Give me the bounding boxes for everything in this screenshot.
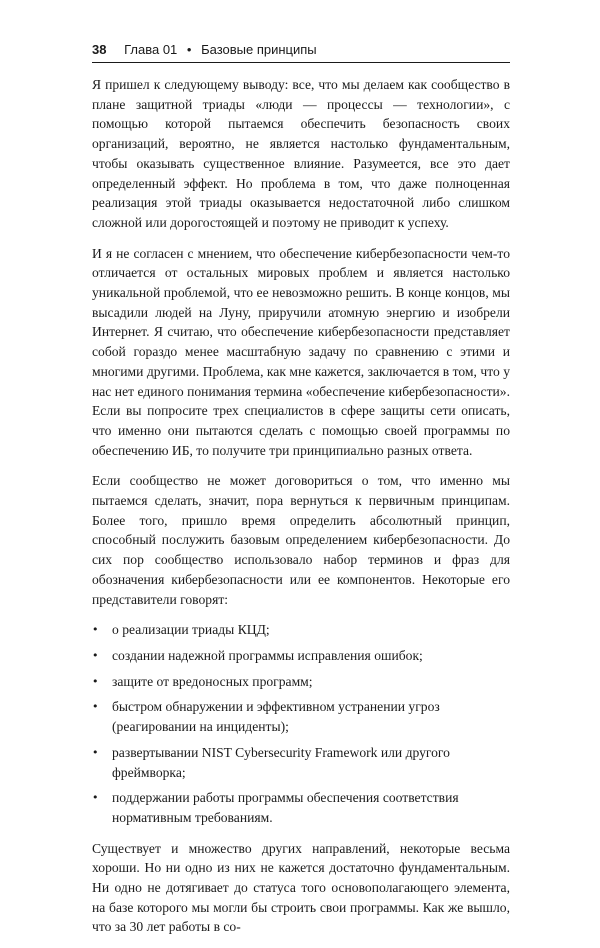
bullet-icon: •: [92, 700, 99, 714]
list-item-text: создании надежной программы исправления ошибок;: [112, 647, 423, 663]
list-item: [92, 646, 510, 666]
bullet-icon: •: [92, 623, 99, 637]
chapter-label: Глава 01: [124, 42, 178, 57]
list-item-text: защите от вредоносных программ;: [112, 673, 313, 689]
paragraph: Существует и множество других направлений, некоторые весьма хороши. Но ни одно из них не кажется достаточно фундаментальным. Ни одно не дотягивает до статуса того основополагающего элемента, на базе которого мы могли бы строить свои программы. Как же вышло, что за 30 лет работы в со-: [92, 840, 510, 935]
list-item-text: о реализации триады КЦД;: [112, 622, 270, 638]
list-item: [92, 788, 510, 827]
bullet-icon: •: [92, 745, 99, 759]
list-item: [92, 672, 510, 692]
list-item-text: поддержании работы программы обеспечения соответствия нормативным требованиям.: [112, 790, 459, 825]
bullet-icon: •: [92, 648, 99, 662]
paragraph: Если сообщество не может договориться о том, что именно мы пытаемся сделать, значит, пора вернуться к первичным принципам. Более того, пришло время определить абсолютный принцип, способный послужить базовым определением кибербезопасности. До сих пор сообщество использовало набор терминов и фраз для обозначения кибербезопасности или ее компонентов. Некоторые его представители говорят:: [92, 473, 510, 607]
page-body: [92, 75, 510, 948]
header-rule: [92, 62, 510, 63]
page-number: 38: [92, 42, 107, 57]
list-item-text: быстром обнаружении и эффективном устранении угроз (реагировании на инциденты);: [112, 699, 440, 735]
list-item: [92, 620, 510, 640]
paragraph: И я не согласен с мнением, что обеспечение кибербезопасности чем-то отличается от остальных мировых проблем и является настолько уникальной проблемой, что ее невозможно решить. В конце концов, мы высадили людей на Луну, приручили атомную энергию и изобрели Интернет. Я считаю, что обеспечение кибербезопасности представляет собой гораздо менее масштабную задачу по сравнению с этими и многими другими. Проблема, как мне кажется, заключается в том, что у нас нет единого понимания термина «обеспечение кибербезопасности». Если вы попросите трех специалистов в сфере защиты сети описать, что именно они пытаются сделать с помощью своей программы по обеспечению ИБ, то получите три принципиально разных ответа.: [92, 245, 510, 458]
bullet-icon: •: [92, 791, 99, 805]
list-item: [92, 697, 510, 736]
header-separator: •: [186, 42, 192, 57]
list-item: [92, 743, 510, 782]
bullet-list: [92, 620, 510, 827]
running-header: [92, 42, 510, 58]
bullet-icon: •: [92, 674, 99, 688]
paragraph: Я пришел к следующему выводу: все, что мы делаем как сообщество в плане защитной триады «люди — процессы — технологии», с помощью которой пытаемся обеспечить безопасность своих организаций, вероятно, не является настолько фундаментальным, чтобы оказывать существенное влияние. Разумеется, все это дает определенный эффект. Но проблема в том, что даже полноценная реализация этой триады оказывается недостаточной либо слишком сложной или дорогостоящей и поэтому не приводит к успеху.: [92, 77, 510, 230]
list-item-text: развертывании NIST Cybersecurity Framework или другого фреймворка;: [112, 744, 450, 780]
section-title: Базовые принципы: [201, 42, 317, 57]
